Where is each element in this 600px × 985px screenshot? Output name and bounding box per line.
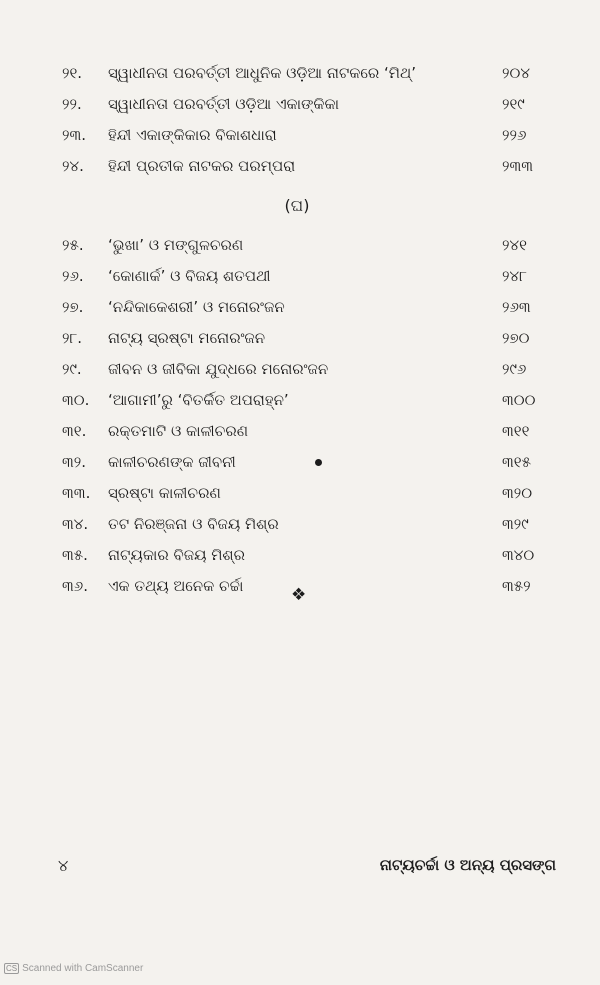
toc-entry-page: ୩୫୨ (502, 577, 531, 595)
toc-entry-number: ୩୧. (62, 422, 87, 440)
toc-row (62, 540, 562, 571)
toc-entry-number: ୩୩. (62, 484, 91, 502)
scanner-watermark-text: Scanned with CamScanner (22, 963, 144, 974)
toc-entry-title: ‘ନନ୍ଦିକାକେଶରୀ’ ଓ ମନୋରଂଜନ (108, 298, 285, 316)
toc-entry-page: ୩୧୧ (502, 422, 530, 440)
toc-row (62, 509, 562, 540)
ink-dot (315, 459, 322, 466)
toc-entry-page: ୨୯୬ (502, 360, 527, 378)
toc-entry-title: ସ୍ୱାଧୀନତା ପରବର୍ତ୍ତୀ ଆଧୁନିକ ଓଡ଼ିଆ ନାଟକରେ ‘ମିଥ୍’ (108, 64, 416, 82)
toc-entry-title: ‘ଆଗାମୀ’ରୁ ‘ବିତର୍କିତ ଅପରାହ୍ନ’ (108, 391, 289, 409)
toc-entry-page: ୨୨୬ (502, 126, 527, 144)
toc-entry-page: ୨୬୩ (502, 298, 531, 316)
toc-row (62, 447, 562, 478)
toc-entry-page: ୩୧୫ (502, 453, 531, 471)
toc-entry-number: ୩୨. (62, 453, 87, 471)
table-of-contents (62, 58, 562, 602)
toc-entry-page: ୨୪୧ (502, 236, 527, 254)
toc-entry-number: ୨୯. (62, 360, 82, 378)
toc-row (62, 58, 562, 89)
toc-group-b (62, 230, 562, 602)
toc-row (62, 323, 562, 354)
toc-row (62, 151, 562, 182)
toc-entry-number: ୩୦. (62, 391, 90, 409)
toc-row (62, 354, 562, 385)
toc-entry-title: ସ୍ରଷ୍ଟା କାଳୀଚରଣ (108, 484, 221, 502)
toc-entry-number: ୨୧. (62, 64, 83, 82)
toc-entry-title: ତଟ ନିରଞ୍ଜନା ଓ ବିଜୟ ମିଶ୍ର (108, 515, 279, 533)
toc-row (62, 571, 562, 602)
toc-row (62, 416, 562, 447)
toc-entry-number: ୩୪. (62, 515, 89, 533)
ornament-icon: ❖ (291, 585, 307, 605)
toc-entry-title: ସ୍ୱାଧୀନତା ପରବର୍ତ୍ତୀ ଓଡ଼ିଆ ଏକାଙ୍କିକା (108, 95, 340, 113)
page-number: ୪ (58, 856, 69, 875)
toc-entry-page: ୨୭୦ (502, 329, 530, 347)
toc-entry-title: ହିନ୍ଦୀ ପ୍ରତୀକ ନାଟକର ପରମ୍ପରା (108, 157, 296, 175)
toc-entry-number: ୩୬. (62, 577, 88, 595)
toc-entry-page: ୨୪୮ (502, 267, 527, 285)
toc-entry-number: ୩୫. (62, 546, 88, 564)
toc-entry-title: ରକ୍ତମାଟି ଓ କାଳୀଚରଣ (108, 422, 249, 440)
toc-group-a (62, 58, 562, 182)
toc-entry-title: କାଳୀଚରଣଙ୍କ ଜୀବନୀ (108, 453, 236, 471)
toc-entry-number: ୨୩. (62, 126, 87, 144)
toc-section-heading: (ଘ) (284, 196, 310, 215)
toc-row (62, 230, 562, 261)
toc-entry-page: ୨୦୪ (502, 64, 530, 82)
toc-entry-page: ୩୨୯ (502, 515, 529, 533)
toc-entry-number: ୨୪. (62, 157, 84, 175)
camscanner-logo-icon: CS (6, 964, 18, 973)
running-footer-title: ନାଟ୍ୟଚର୍ଚ୍ଚା ଓ ଅନ୍ୟ ପ୍ରସଙ୍ଗ (379, 856, 556, 874)
scanner-watermark (4, 963, 143, 974)
toc-entry-title: ନାଟ୍ୟକାର ବିଜୟ ମିଶ୍ର (108, 546, 245, 564)
toc-entry-title: ‘କୋଣାର୍କ’ ଓ ବିଜୟ ଶତପଥୀ (108, 267, 271, 285)
toc-entry-page: ୨୧୯ (502, 95, 525, 113)
toc-entry-page: ୩୨୦ (502, 484, 533, 502)
toc-entry-title: ‘ଭୁଖା’ ଓ ମଙ୍ଗୁଳଚରଣ (108, 236, 244, 254)
toc-entry-number: ୨୨. (62, 95, 82, 113)
toc-row (62, 292, 562, 323)
toc-entry-page: ୨୩୩ (502, 157, 534, 175)
toc-row (62, 89, 562, 120)
toc-entry-title: ଜୀବନ ଓ ଜୀବିକା ଯୁଦ୍ଧରେ ମନୋରଂଜନ (108, 360, 329, 378)
toc-entry-number: ୨୮. (62, 329, 83, 347)
toc-row (62, 385, 562, 416)
toc-entry-title: ନାଟ୍ୟ ସ୍ରଷ୍ଟା ମନୋରଂଜନ (108, 329, 266, 347)
toc-entry-number: ୨୫. (62, 236, 84, 254)
toc-row (62, 120, 562, 151)
toc-entry-number: ୨୬. (62, 267, 84, 285)
toc-entry-page: ୩୪୦ (502, 546, 535, 564)
toc-row (62, 478, 562, 509)
toc-entry-title: ହିନ୍ଦୀ ଏକାଙ୍କିକାର ବିକାଶଧାରା (108, 126, 277, 144)
toc-entry-page: ୩୦୦ (502, 391, 536, 409)
toc-row (62, 261, 562, 292)
toc-entry-title: ଏକ ତଥ୍ୟ ଅନେକ ଚର୍ଚ୍ଚା (108, 577, 244, 595)
toc-entry-number: ୨୭. (62, 298, 84, 316)
